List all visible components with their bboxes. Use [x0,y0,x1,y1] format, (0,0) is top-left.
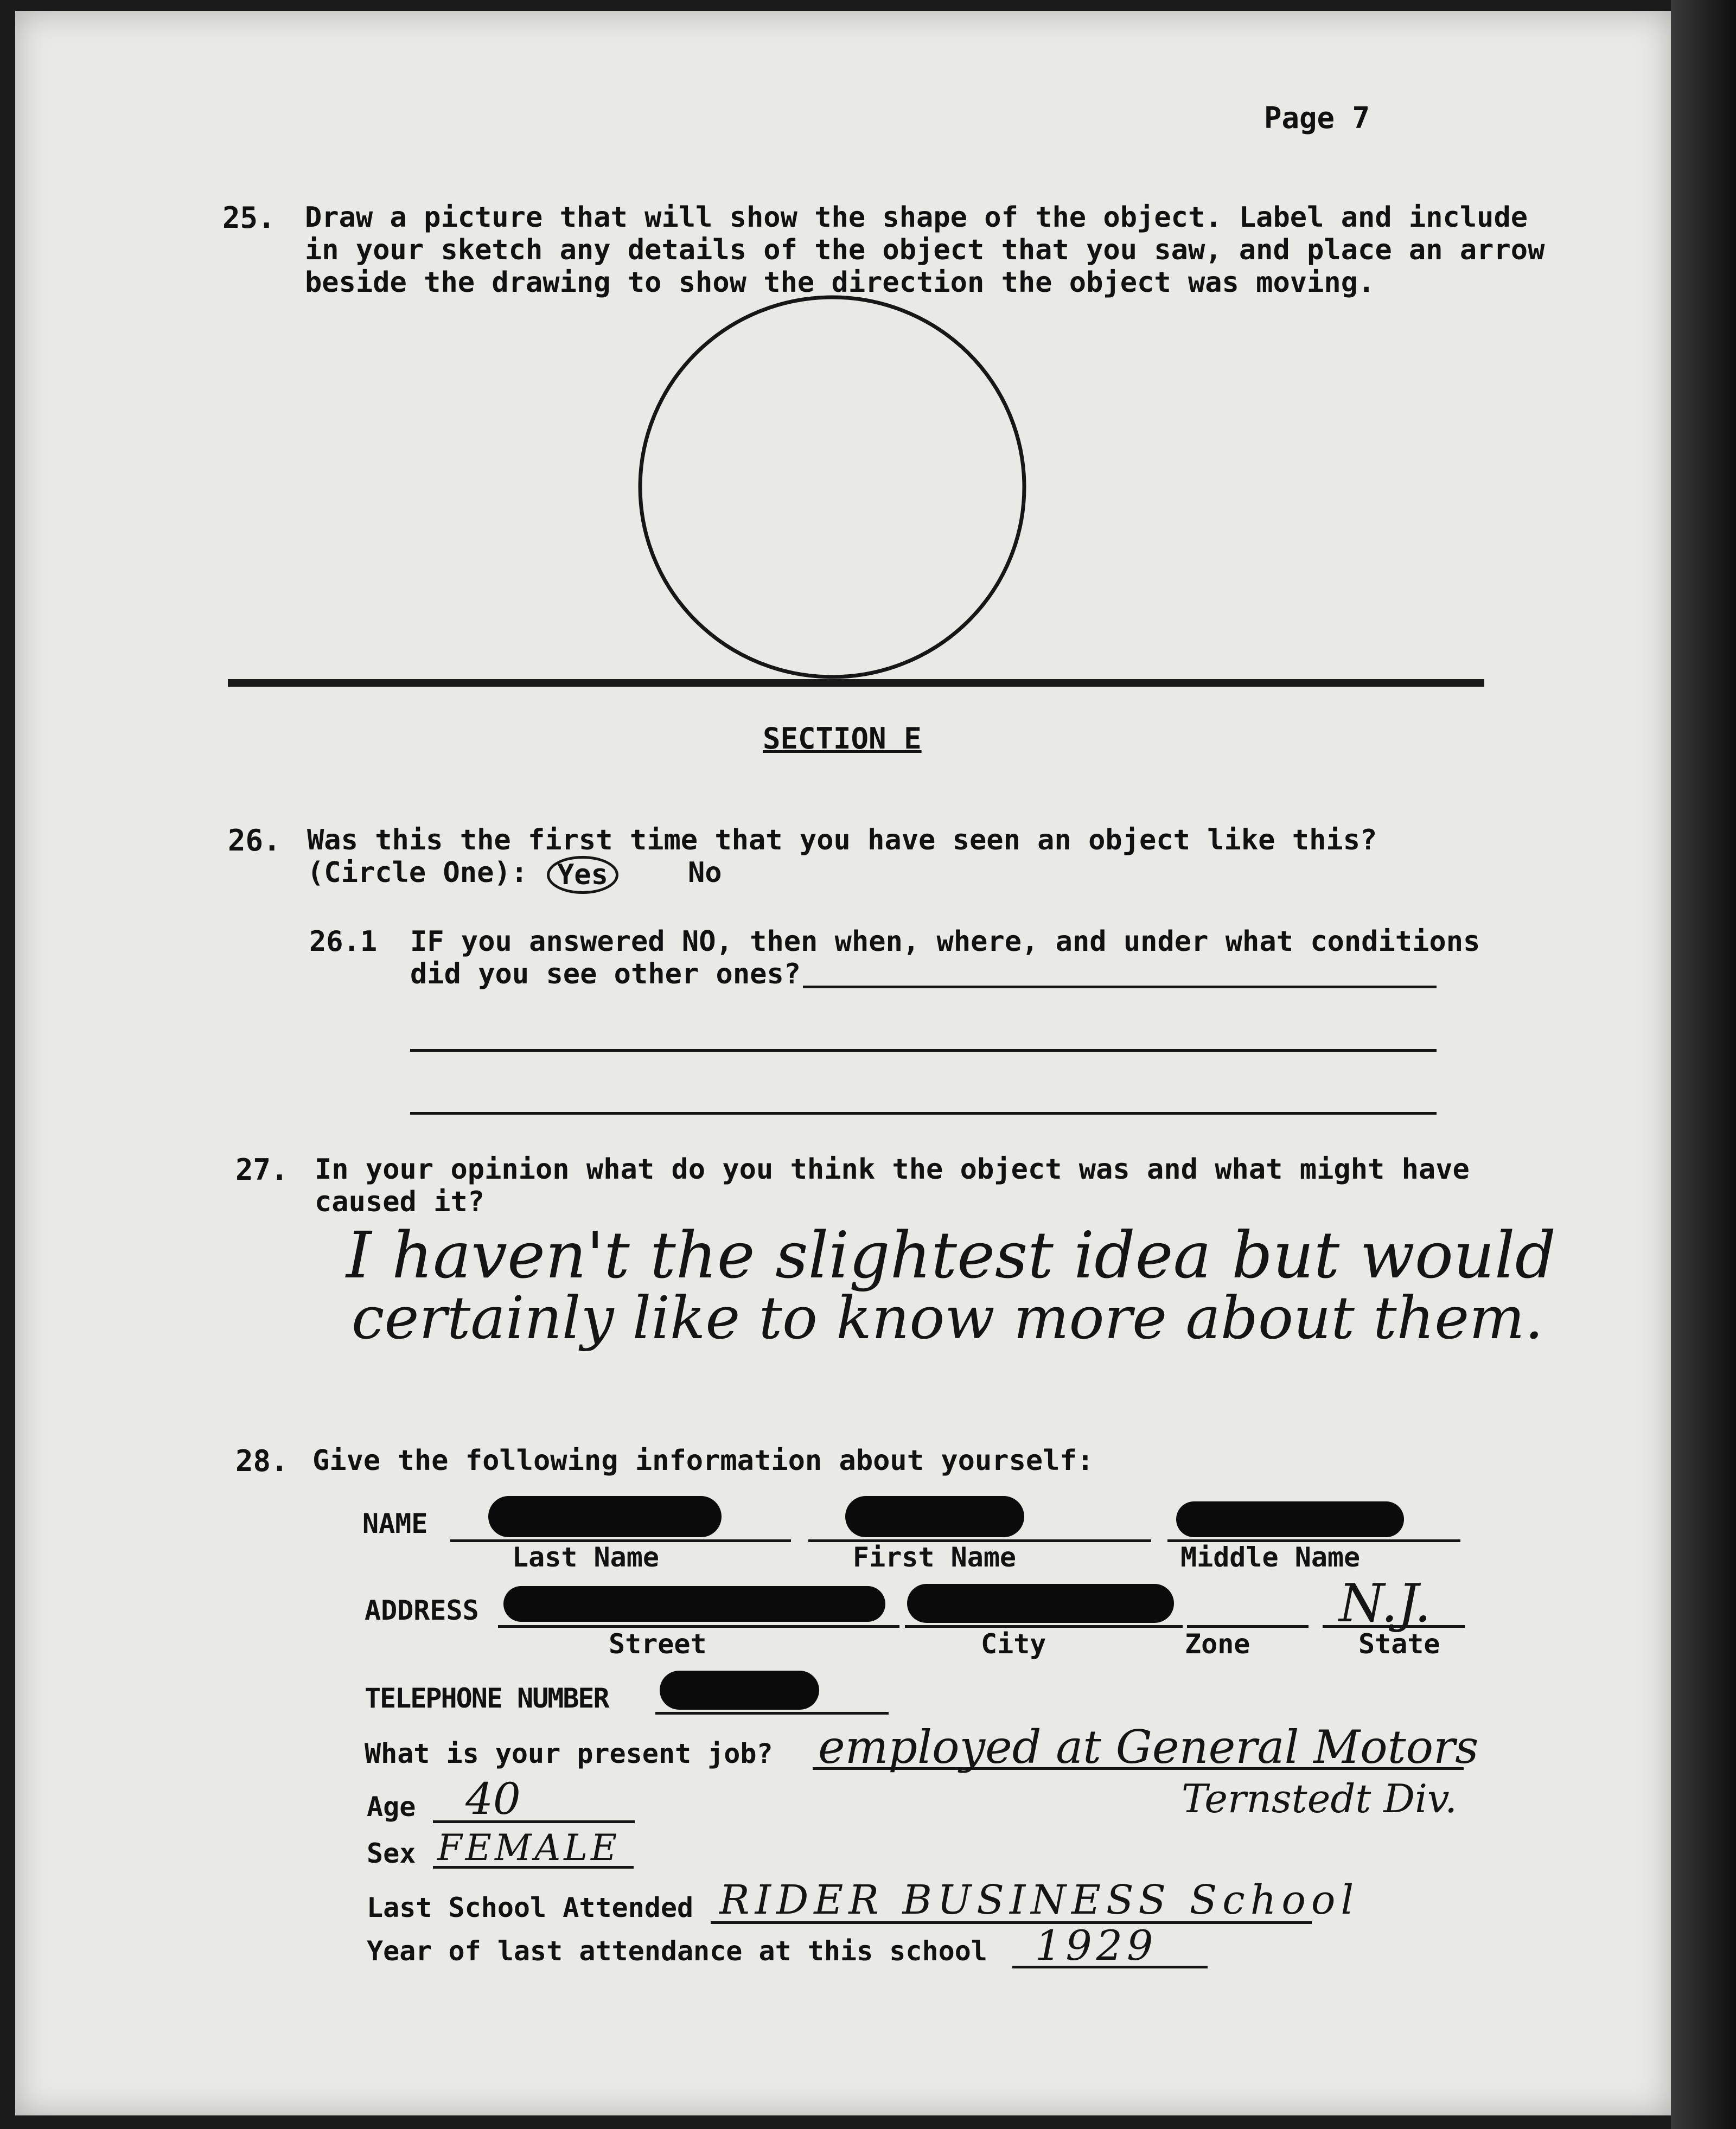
option-no: No [688,856,722,889]
zone-caption: Zone [1185,1628,1250,1660]
school-label: Last School Attended [367,1892,694,1923]
year-label: Year of last attendance at this school [367,1935,987,1967]
answer-line-1 [803,986,1437,988]
sex-label: Sex [367,1838,416,1869]
last-name-caption: Last Name [512,1542,659,1573]
zone-line [1187,1625,1309,1628]
school-handwritten: RIDER BUSINESS School [719,1877,1360,1923]
age-handwritten: 40 [465,1774,521,1824]
state-handwritten: N.J. [1339,1573,1431,1634]
section-divider [228,679,1484,687]
answer-line-2 [410,1049,1437,1052]
object-sketch-drawing [623,293,1057,705]
question-27-handwritten-answer-line-2: certainly like to know more about them. [352,1284,1543,1352]
middle-name-caption: Middle Name [1180,1542,1361,1573]
question-26-line-2: (Circle One): [307,856,528,889]
answer-line-3 [410,1112,1437,1115]
city-line [905,1625,1183,1628]
question-28-number: 28. [235,1444,289,1478]
redaction-middle-name [1176,1501,1404,1537]
question-25-line-2: in your sketch any details of the object that you saw, and place an arrow [305,234,1545,266]
question-26-1-line-2: did you see other ones? [410,958,801,990]
section-title: SECTION E [763,721,922,756]
redaction-street [503,1586,885,1622]
city-caption: City [981,1628,1046,1660]
telephone-label: TELEPHONE NUMBER [365,1683,609,1714]
redaction-last-name [488,1496,722,1537]
question-26-line-1: Was this the first time that you have seen an object like this? [307,824,1377,856]
address-label: ADDRESS [365,1595,479,1626]
page-number: Page 7 [1264,101,1370,135]
redaction-city [907,1584,1174,1623]
street-caption: Street [609,1628,707,1660]
job-label: What is your present job? [365,1738,773,1769]
form-page [15,11,1671,2115]
job-handwritten-line-1: employed at General Motors [818,1721,1479,1774]
question-27-number: 27. [235,1153,289,1187]
year-handwritten: 1929 [1035,1921,1158,1970]
question-25-line-1: Draw a picture that will show the shape of the object. Label and include [305,201,1528,234]
telephone-line [655,1712,889,1715]
street-line [498,1625,899,1628]
question-28-prompt: Give the following information about yourself: [312,1444,1094,1477]
question-27-line-2: caused it? [315,1186,485,1218]
job-handwritten-line-2: Ternstedt Div. [1182,1776,1458,1821]
question-26-1-line-1: IF you answered NO, then when, where, and under what conditions [410,925,1480,958]
first-name-caption: First Name [853,1542,1017,1573]
option-yes-circled: Yes [547,856,618,894]
question-27-line-1: In your opinion what do you think the object was and what might have [315,1153,1470,1186]
redaction-first-name [845,1496,1024,1537]
question-25-line-3: beside the drawing to show the direction the object was moving. [305,266,1375,299]
question-26-1-number: 26.1 [309,925,378,958]
name-label: NAME [362,1508,428,1539]
state-caption: State [1358,1628,1440,1660]
question-25-number: 25. [222,201,276,235]
question-27-handwritten-answer-line-1: I haven't the slightest idea but would [346,1218,1556,1293]
sex-handwritten: FEMALE [437,1827,621,1869]
age-label: Age [367,1791,416,1823]
age-line [433,1820,635,1823]
question-26-number: 26. [228,823,281,858]
redaction-telephone [660,1671,819,1710]
scan-edge [1671,0,1736,2129]
